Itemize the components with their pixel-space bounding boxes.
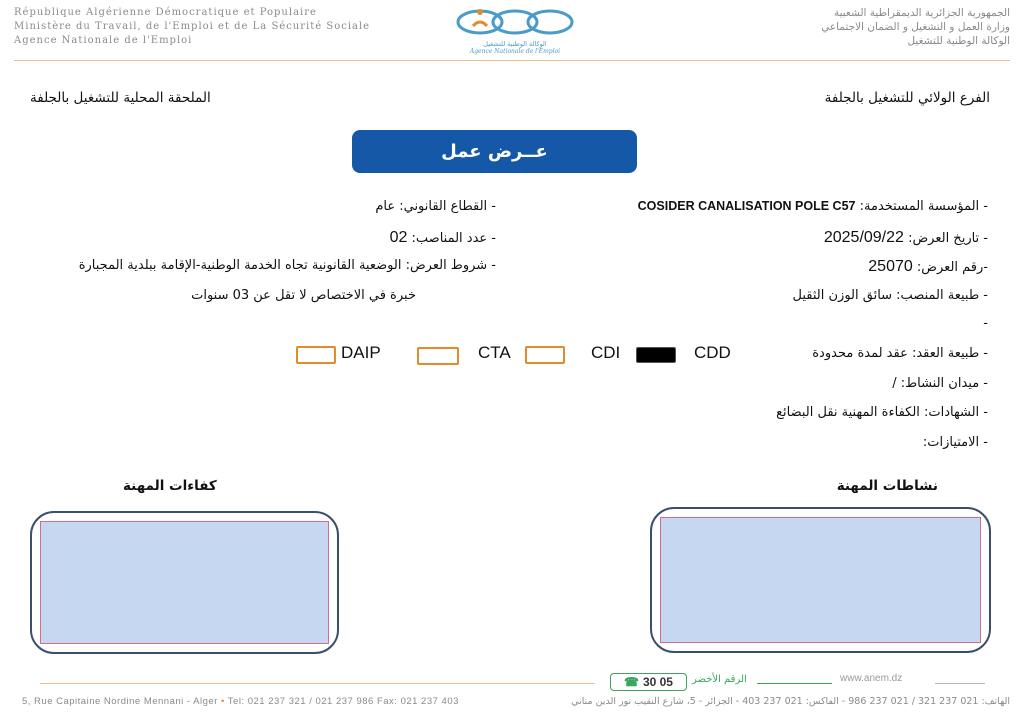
job-competencies-title: كفاءات المهنة: [123, 478, 217, 494]
footer-address-ar: الهاتف: 021 237 321 / 021 237 986 - الفاكس: 021 237 403 - الجزائر - 5، شارع النقيب نور الدين مناني: [571, 696, 1010, 707]
website-link[interactable]: www.anem.dz: [840, 673, 903, 684]
header-french: [14, 6, 370, 48]
footer-address-fr: [22, 696, 459, 707]
separator-dot-icon: •: [221, 696, 225, 707]
offer-number-field: [868, 258, 988, 276]
header-ar-line-1: الجمهورية الجزائرية الديمقراطية الشعبية: [833, 7, 1010, 19]
header-divider: [14, 60, 1010, 61]
job-activities-title: نشاطات المهنة: [836, 478, 938, 494]
contract-type-daip-checkbox[interactable]: [296, 346, 336, 364]
offer-date-label: - تاريخ العرض:: [908, 231, 988, 246]
job-activities-content: [660, 517, 981, 643]
tel-fr: Tel: 021 237 321 / 021 237 986: [227, 696, 374, 707]
logo-caption-ar: الوكالة الوطنية للتشغيل: [483, 40, 547, 48]
footer-divider-right: [935, 683, 985, 684]
activity-field: - ميدان النشاط: /: [892, 376, 988, 391]
blank-field: -: [983, 316, 988, 331]
job-competencies-content: [40, 521, 329, 644]
regional-branch-label: الفرع الولائي للتشغيل بالجلفة: [824, 90, 990, 106]
job-competencies-panel: [30, 511, 339, 654]
employer-label: - المؤسسة المستخدمة:: [859, 199, 988, 214]
fax-fr: Fax: 021 237 403: [376, 696, 459, 707]
positions-count-label: - عدد المناصب:: [411, 231, 496, 246]
header-fr-line-1: République Algérienne Démocratique et Populaire: [14, 7, 317, 18]
offer-number-value: 25070: [868, 258, 913, 275]
contract-type-cdi-checkbox[interactable]: [525, 346, 565, 364]
certificates-field: - الشهادات: الكفاءة المهنية نقل البضائع: [776, 405, 988, 420]
position-field: - طبيعة المنصب: سائق الوزن الثقيل: [792, 288, 988, 303]
phone-icon: ☎: [624, 675, 639, 689]
header-ar-line-2: وزارة العمل و التشغيل و الضمان الاجتماعي: [821, 21, 1010, 33]
offer-date-field: [824, 229, 988, 247]
header-arabic: [610, 6, 1010, 48]
contract-type-cdd-label: CDD: [694, 343, 731, 362]
contract-type-daip-label: DAIP: [341, 343, 381, 362]
contract-type-cdd-checkbox[interactable]: [636, 347, 676, 363]
page-title: عــرض عمل: [352, 130, 637, 173]
legal-sector-field: - القطاع القانوني: عام: [375, 199, 496, 214]
offer-conditions-field: - شروط العرض: الوضعية القانونية تجاه الخدمة الوطنية-الإقامة ببلدية المجبارة: [78, 258, 496, 273]
footer-divider-green: [757, 683, 832, 684]
contract-type-cdi-label: CDI: [591, 343, 621, 362]
header-fr-line-3: Agence Nationale de l'Emploi: [14, 35, 193, 46]
address-fr: 5, Rue Capitaine Nordine Mennani - Alger: [22, 696, 218, 707]
positions-count-field: [390, 229, 496, 247]
header-ar-line-3: الوكالة الوطنية للتشغيل: [907, 35, 1010, 47]
privileges-field: - الامتيازات:: [922, 435, 988, 450]
experience-field: خبرة في الاختصاص لا تقل عن 03 سنوات: [191, 288, 416, 303]
contract-type-cta-checkbox[interactable]: [417, 347, 459, 365]
header-fr-line-2: Ministère du Travail, de l'Emploi et de La Sécurité Sociale: [14, 21, 371, 32]
employer-value: COSIDER CANALISATION POLE C57: [637, 199, 856, 213]
job-activities-panel: [650, 507, 991, 653]
local-branch-label: الملحقة المحلية للتشغيل بالجلفة: [30, 90, 211, 106]
contract-type-cta-label: CTA: [478, 343, 511, 362]
offer-number-label: -رقم العرض:: [916, 260, 988, 275]
green-number-value: 30 05: [642, 675, 673, 689]
footer-divider-left: [40, 683, 595, 684]
offer-date-value: 2025/09/22: [823, 229, 904, 246]
contract-nature-field: - طبيعة العقد: عقد لمدة محدودة: [812, 346, 988, 361]
employer-field: [638, 199, 988, 214]
logo-caption-fr: Agence Nationale de l'Emploi: [469, 48, 561, 55]
green-number-label: الرقم الأخضر: [692, 674, 747, 685]
positions-count-value: 02: [389, 229, 408, 246]
green-number-badge: [610, 673, 687, 691]
